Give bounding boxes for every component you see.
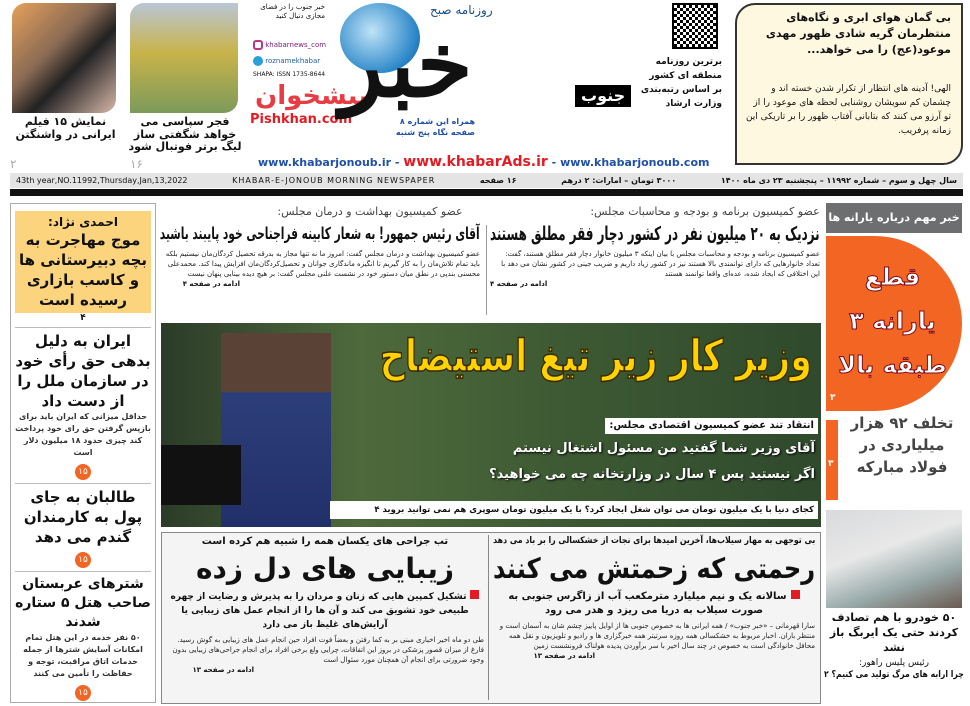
crash-story[interactable]: ۵۰ خودرو با هم تصادف کردند حتی یک ایربگ باز نشد (829, 611, 959, 654)
watermark-fa: پیشخوان (255, 81, 368, 111)
bullet-icon (470, 590, 479, 599)
url-ads[interactable]: www.khabarAds.ir (403, 154, 548, 170)
page-number: ۲ (10, 157, 17, 171)
logo-khabar: خبر (340, 12, 473, 118)
body-text: عضو کمیسیون بهداشت و درمان مجلس گفت: امروز ما نه تنها مجاز به بدرقه تحصیل کردگان‌مان نیستیم بلکه باید تمام تلاش‌مان را به کار گیریم تا انگیزه ماندگاری جوانان و تحصیل‌کردگان‌مان افزایش پیدا کند. محمدعلی محسنی بندپی در نطق میان دستور خود در نشست علنی مجلس گفت: بر هیچ دیده بینایی پنهان نیست (165, 250, 480, 278)
subhead: تشکیل کمپین هایی که زنان و مردان را به پذیرش و رضایت از چهره طبیعی خود تشویق می کند و آن ها را از انجام عمل های زیبایی یا آرایش‌های غلیظ باز می دارد (170, 592, 469, 630)
top-story-poverty[interactable] (490, 205, 820, 290)
telegram-icon (253, 56, 263, 66)
main-kicker: انتقاد تند عضو کمیسیون اقتصادی مجلس: (605, 418, 818, 434)
football-photo (130, 3, 238, 113)
bullet-icon (791, 590, 800, 599)
body-text: طی دو ماه اخیر اخباری مبنی بر به کما رفتن و بعضاً فوت افراد حین انجام عمل های زیبایی به گوش رسید. فارغ از میزان قصور پزشکی در بروز این اتفاقات، چرایی ولع برخی افراد برای انجام جراحی‌های زیبایی بدون وجود ضرورتی برای انجام آن همچنان مورد سئوال است (172, 636, 484, 664)
sport-story-caption[interactable]: فجر سپاسی می خواهد شگفتی ساز لیگ برتر فوتبال شود (128, 115, 242, 153)
quote-title: بی گمان هوای ابری و نگاه‌های منتظرمان گریه شادی ظهور مهدی موعود(عج) را می خواهد... (765, 11, 951, 56)
left-story-3[interactable] (15, 483, 151, 571)
social-intro: خبر جنوب را در فضای مجازی دنبال کنید (260, 3, 325, 20)
url-line: www.khabarjonoub.ir - www.khabarAds.ir - www.khabarjonoub.com (258, 154, 710, 170)
url-com[interactable]: www.khabarjonoub.com (560, 156, 710, 169)
page-number: ۱۶ (130, 157, 143, 171)
paper-name-en: KHABAR-E-JONOUB MORNING NEWSPAPER (232, 176, 436, 185)
page-badge: ۱۵ (75, 464, 91, 480)
sub-text: اگر نیستید پس ۴ سال در وزارتخانه چه می خواهید؟ (489, 467, 815, 482)
page-number: ۳ (828, 459, 834, 469)
police-kicker: رئیس پلیس راهور: (858, 658, 930, 668)
instagram-link[interactable] (253, 40, 326, 50)
main-sub-2 (395, 465, 815, 485)
headline: آقای رئیس جمهور! به شعار کابینه فراجناحی خود پایبند باشید (160, 224, 480, 243)
kicker: عضو کمیسیون برنامه و بودجه و محاسبات مجلس: (590, 205, 820, 218)
steel-story[interactable]: تخلف ۹۲ هزار میلیاردی در فولاد مبارکه (850, 414, 954, 476)
continued-link[interactable]: ادامه در صفحه ۱۳ (533, 652, 595, 660)
headline: موج مهاجرت به بچه دبیرستانی ها و کاسب بازاری رسیده است (18, 231, 148, 309)
label-text: خبر مهم درباره یارانه ها (828, 211, 960, 224)
headline: رحمتی که زحمتش می کنند (492, 552, 815, 585)
supplement-note: همراه این شماره ۸ صفحه نگاه پنج شنبه (395, 117, 475, 137)
subhead: سالانه یک و نیم میلیارد مترمکعب آب از زاگرس جنوبی به صورت سیلاب به دریا می ریزد و هدر می رود (508, 591, 787, 616)
page-number: ۳ (830, 393, 836, 403)
sub-text: آقای وزیر شما گفتید من مسئول اشتغال نیستم (512, 441, 815, 456)
continued-link[interactable]: ادامه در صفحه ۴ (182, 280, 240, 288)
issn: SHAPA: ISSN 1735-8644 (253, 71, 326, 78)
kicker: بی توجهی به مهار سیلاب‌ها، آخرین امیدها برای نجات از خشکسالی را بر باد می دهد (492, 536, 815, 546)
page-badge: ۱۵ (75, 685, 91, 701)
price: ۳۰۰۰ تومان – امارات: ۲ درهم (561, 176, 677, 185)
issue-fa: سال چهل و سوم – شماره ۱۱۹۹۲ – پنجشنبه ۲۳ دی ماه ۱۴۰۰ (720, 176, 957, 185)
page-count: ۱۶ صفحه (479, 176, 517, 185)
body-text: عضو کمیسیون برنامه و بودجه و محاسبات مجلس با بیان اینکه ۳ میلیون خانوار دچار فقر مطلق هستند، گفت: تعداد خانوارهایی که دارای توانمندی بالا هستند نیز در کشور زیاد داریم و ضریب جینی در کشور نشان می دهد با این اختلافی که ایجاد شده، عده‌ای واقعا توانمند هستند (501, 250, 820, 278)
logo-jonoub: جنوب (575, 85, 631, 107)
monitor (161, 445, 241, 505)
left-column (10, 203, 156, 703)
kicker: عضو کمیسیون بهداشت و درمان مجلس: (277, 205, 463, 218)
woman-photo (12, 3, 116, 113)
left-story-4[interactable] (15, 571, 151, 704)
main-headline-text: وزیر کار زیر تیغ استیضاح (379, 331, 812, 382)
telegram-handle: roznamekhabar (265, 57, 321, 65)
continued-link[interactable]: ادامه در صفحه ۱۳ (192, 666, 254, 674)
instagram-handle: khabarnews_com (265, 41, 327, 49)
issue-en: 43th year,NO.11992,Thursday,Jan,13,2022 (16, 176, 188, 185)
strap-text: کجای دنیا با یک میلیون تومان می توان شغل ایجاد کرد؟ با یک میلیون تومان سوپری هم نمی توانید بروید (382, 505, 814, 515)
instagram-icon (253, 40, 263, 50)
summary: ۵۰ نفر خدمه در این هتل تمام امکانات آسایش شترها از جمله خدمات اتاق مراقبت، توجه و حفاظت را تأمین می کنند (23, 633, 143, 678)
main-strap (330, 501, 818, 519)
info-bar (10, 173, 963, 188)
page-number: ۴ (374, 505, 380, 515)
kicker: احمدی نژاد: (48, 215, 118, 229)
page-number: ۴ (80, 313, 86, 323)
headline: زیبایی های دل زده (196, 552, 454, 585)
bottom-story-beauty[interactable] (166, 535, 484, 676)
logo-tagline: روزنامه صبح (430, 3, 493, 17)
page-badge: ۱۵ (75, 552, 91, 568)
bottom-story-flood[interactable] (493, 535, 815, 662)
kicker: تب جراحی های یکسان همه را شبیه هم کرده است (201, 536, 449, 547)
headline: شترهای عربستان صاحب هتل ۵ ستاره شدند (15, 576, 151, 630)
ranking-note: برترین روزنامه منطقه ای کشور بر اساس رتبه‌بندی وزارت ارشاد (640, 57, 722, 109)
headline: ایران به دلیل بدهی حق رأی خود در سازمان ملل را از دست داد (15, 332, 151, 410)
headline: چرا ارابه های مرگ تولید می کنیم؟ (831, 670, 964, 680)
divider (10, 189, 963, 196)
death-cars-story[interactable] (824, 669, 964, 681)
main-sub-1 (395, 439, 815, 459)
car-crash-photo (826, 510, 962, 608)
body-text: سارا قهرمانی – «خبر جنوب» / همه ایرانی ها به خصوص جنوبی ها از اوایل پاییز چشم شان به آسمان است و منتظر باران. اخبار مربوط به خشکسالی همه روزه سرتیتر همه خبرگزاری ها و رادیو و تلویزیون و نقل همه محافل خانوادگی است به خصوص در چند سال اخیر با سر برآوردن پدیده هولناک فرونشست زمین (499, 622, 815, 650)
qr-code[interactable] (672, 3, 718, 49)
top-story-president[interactable] (160, 205, 480, 290)
woman-story-caption[interactable]: نمایش ۱۵ فیلم ایرانی در واشنگتن (15, 115, 116, 141)
summary: حداقل میزانی که ایران باید برای بازپس گرفتن حق رای خود پرداخت کند چیزی حدود ۱۸ میلیون دلار است (15, 412, 151, 457)
subsidy-headline: قطع یارانه ۳ طبقه بالا (838, 263, 947, 379)
right-col-label (826, 203, 962, 233)
right-bottom-stories (824, 610, 964, 681)
headline: نزدیک به ۲۰ میلیون نفر در کشور دچار فقر مطلق هستند (490, 223, 820, 245)
left-story-2[interactable] (15, 327, 151, 483)
continued-link[interactable]: ادامه در صفحه ۴ (490, 280, 548, 288)
url-site[interactable]: www.khabarjonoub.ir (258, 156, 392, 169)
page-number: ۲ (824, 670, 829, 680)
quote-body: الهی! آدینه های انتظار از تکرار شدن خسته اند و چشمان کم سویشان روشنایی لحظه های موعود را از تو آرزو می کنند که بتابانی آفتاب ظهور را بر تاریکی این زمانه پرفریب. (745, 84, 951, 136)
main-headline[interactable] (380, 330, 812, 384)
telegram-link[interactable] (253, 56, 320, 66)
headline: طالبان به جای پول به کارمندان گندم می دهد (23, 488, 143, 546)
watermark-en: Pishkhan.com (250, 112, 353, 127)
